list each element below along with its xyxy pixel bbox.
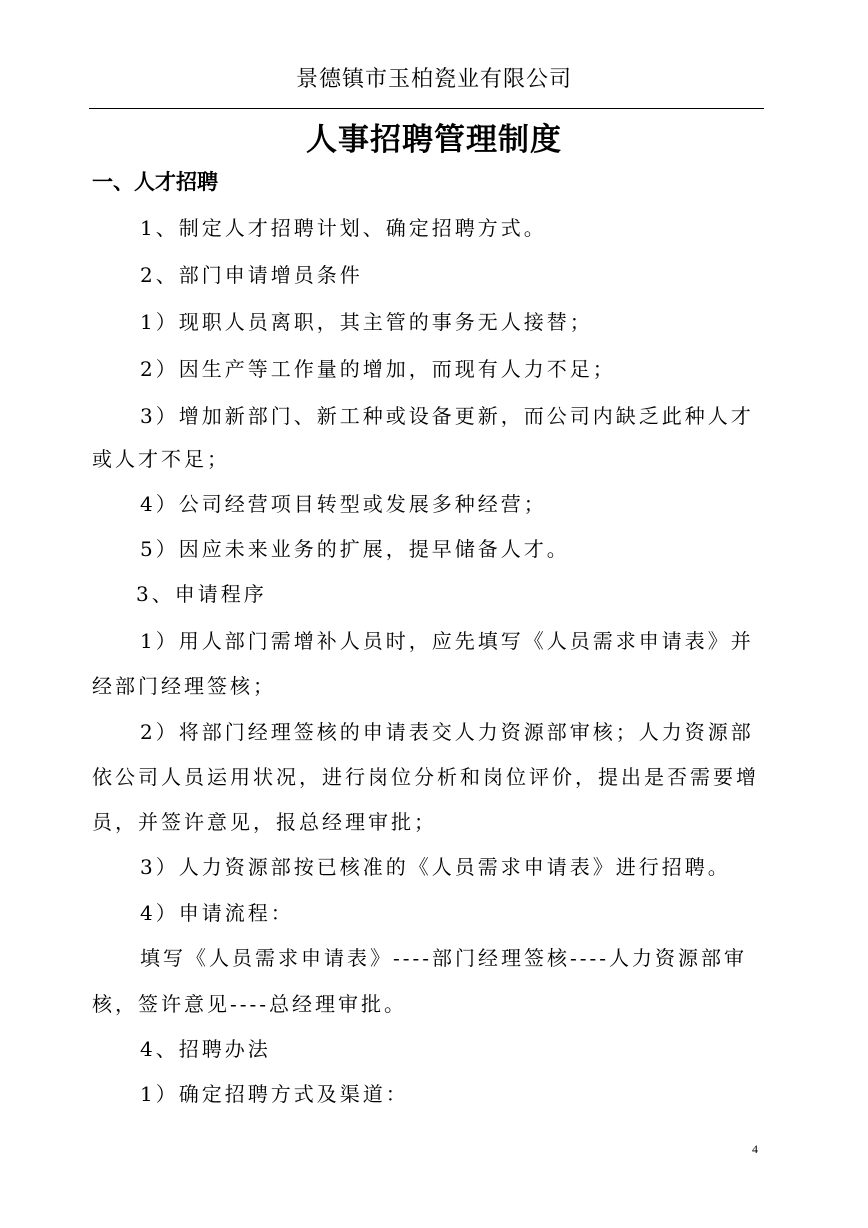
paragraph-line: 2、部门申请增员条件: [140, 263, 363, 287]
paragraph-line: 依公司人员运用状况，进行岗位分析和岗位评价，提出是否需要增: [92, 765, 759, 789]
paragraph-line: 3、申请程序: [136, 582, 267, 606]
header-divider: [89, 108, 764, 109]
paragraph-line: 核，签许意见----总经理审批。: [92, 992, 408, 1016]
paragraph-line: 1）现职人员离职，其主管的事务无人接替；: [140, 310, 593, 334]
document-title: 人事招聘管理制度: [306, 122, 562, 158]
paragraph-line: 1）用人部门需增补人员时，应先填写《人员需求申请表》并: [140, 629, 754, 653]
paragraph-line: 3）人力资源部按已核准的《人员需求申请表》进行招聘。: [140, 855, 731, 879]
paragraph-line: 填写《人员需求申请表》----部门经理签核----人力资源部审: [140, 946, 748, 970]
paragraph-line: 4）公司经营项目转型或发展多种经营；: [140, 492, 547, 516]
paragraph-line: 1）确定招聘方式及渠道：: [140, 1082, 409, 1106]
paragraph-line: 员，并签许意见，报总经理审批；: [92, 810, 437, 834]
paragraph-line: 4）申请流程：: [140, 901, 294, 925]
paragraph-line: 4、招聘办法: [140, 1037, 271, 1061]
paragraph-line: 经部门经理签核；: [92, 674, 276, 698]
paragraph-line: 3）增加新部门、新工种或设备更新，而公司内缺乏此种人才: [140, 404, 754, 428]
page-number: 4: [752, 1142, 758, 1156]
paragraph-line: 2）将部门经理签核的申请表交人力资源部审核；人力资源部: [140, 720, 754, 744]
paragraph-line: 1、制定人才招聘计划、确定招聘方式。: [140, 216, 547, 240]
paragraph-line: 2）因生产等工作量的增加，而现有人力不足；: [140, 357, 616, 381]
paragraph-line: 5）因应未来业务的扩展，提早储备人才。: [140, 537, 570, 561]
company-header: 景德镇市玉柏瓷业有限公司: [295, 67, 572, 92]
section-heading: 一、人才招聘: [92, 170, 218, 194]
paragraph-line: 或人才不足；: [92, 447, 230, 471]
